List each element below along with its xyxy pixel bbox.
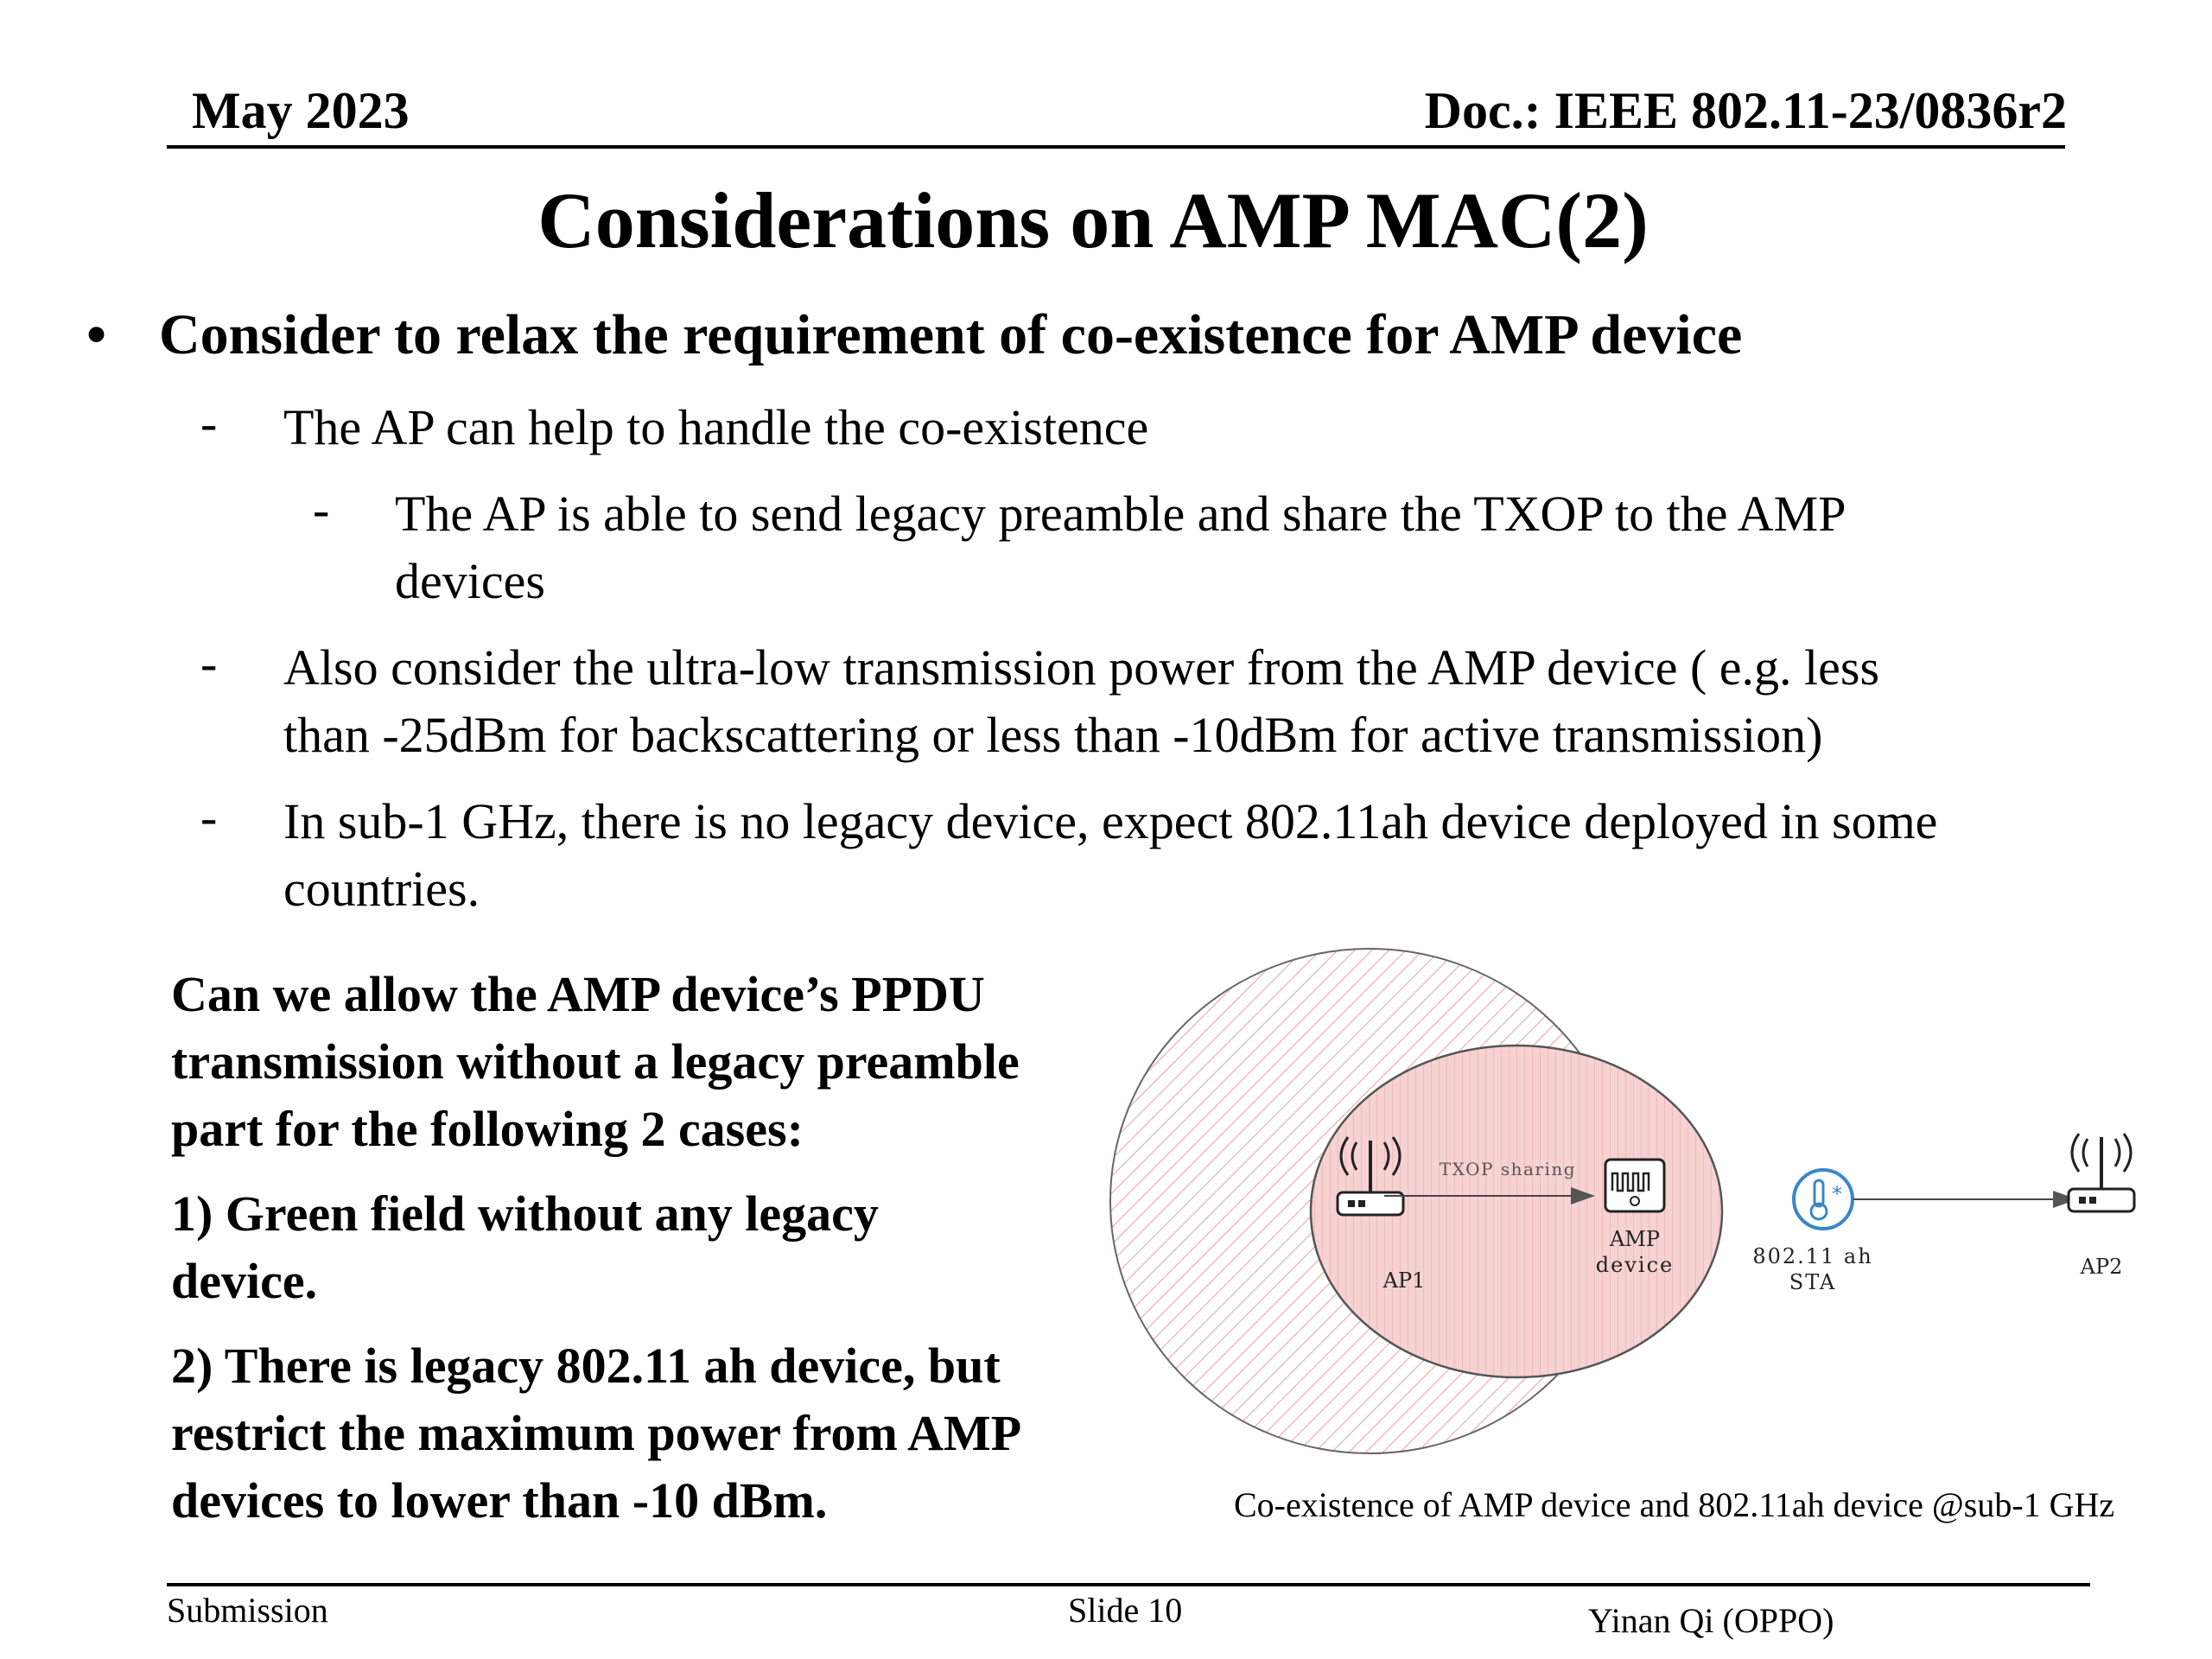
sta-label-line-2: STA [1789,1270,1837,1294]
ap2-label: AP2 [2080,1255,2123,1279]
dash-marker: - [200,395,218,451]
amp-device-icon [1605,1160,1664,1211]
sub-bullet-2-line-2: than -25dBm for backscattering or less than -10dBm for active transmission) [283,707,1823,763]
sub-bullet-2-line-1: Also consider the ultra-low transmission power from the AMP device ( e.g. less [283,639,1880,696]
case-1-line-2: device. [171,1253,318,1309]
question-intro-line-3: part for the following 2 cases: [171,1101,804,1157]
case-1-line-1: 1) Green field without any legacy [171,1185,879,1242]
sub-bullet-3-line-2: countries. [283,861,480,917]
header-date: May 2023 [192,82,410,139]
sub-bullet-1a-line-1: The AP is able to send legacy preamble and share the TXOP to the AMP [395,486,1847,542]
question-block [171,961,1165,1552]
question-case-2 [171,1332,1165,1535]
amp-label-line-2: device [1595,1253,1675,1277]
bullet-marker: • [86,303,107,366]
ap1-label: AP1 [1382,1268,1426,1293]
footer-author: Yinan Qi (OPPO) [1588,1601,1834,1640]
sub-bullet-1-text: The AP can help to handle the co-existence [283,399,1149,455]
amp-label-line-1: AMP [1609,1227,1661,1251]
diagram-caption: Co-existence of AMP device and 802.11ah device @sub-1 GHz [1234,1485,2115,1524]
header-divider [167,145,2065,149]
svg-text:*: * [1832,1182,1842,1206]
main-bullet [86,302,1742,368]
router-icon [2069,1134,2134,1211]
main-bullet-text: Consider to relax the requirement of co-existence for AMP device [159,303,1743,366]
txop-label: TXOP sharing [1439,1159,1577,1179]
sta-label-line-1: 802.11 ah [1752,1244,1873,1268]
footer-slide-number: Slide 10 [1068,1591,1183,1630]
slide-title: Considerations on AMP MAC(2) [537,176,1649,264]
dash-marker: - [313,481,330,537]
question-intro-line-1: Can we allow the AMP device’s PPDU [171,966,985,1022]
case-2-line-1: 2) There is legacy 802.11 ah device, but [171,1338,1001,1394]
thermometer-icon [1794,1170,1853,1229]
coexistence-diagram [1089,942,2177,1478]
sub-bullet-3-line-1: In sub-1 GHz, there is no legacy device, expect 802.11ah device deployed in some [283,793,1938,849]
question-intro-line-2: transmission without a legacy preamble [171,1033,1020,1090]
dash-marker: - [200,789,218,845]
case-2-line-2: restrict the maximum power from AMP [171,1405,1022,1461]
footer-divider [167,1583,2090,1586]
header-doc-id: Doc.: IEEE 802.11-23/0836r2 [1424,82,2067,139]
sub-bullet-1a-line-2: devices [395,553,545,609]
question-case-1 [171,1180,1165,1315]
case-2-line-3: devices to lower than -10 dBm. [171,1472,828,1529]
footer-submission: Submission [167,1591,328,1630]
question-intro [171,961,1165,1163]
dash-marker: - [200,635,218,691]
